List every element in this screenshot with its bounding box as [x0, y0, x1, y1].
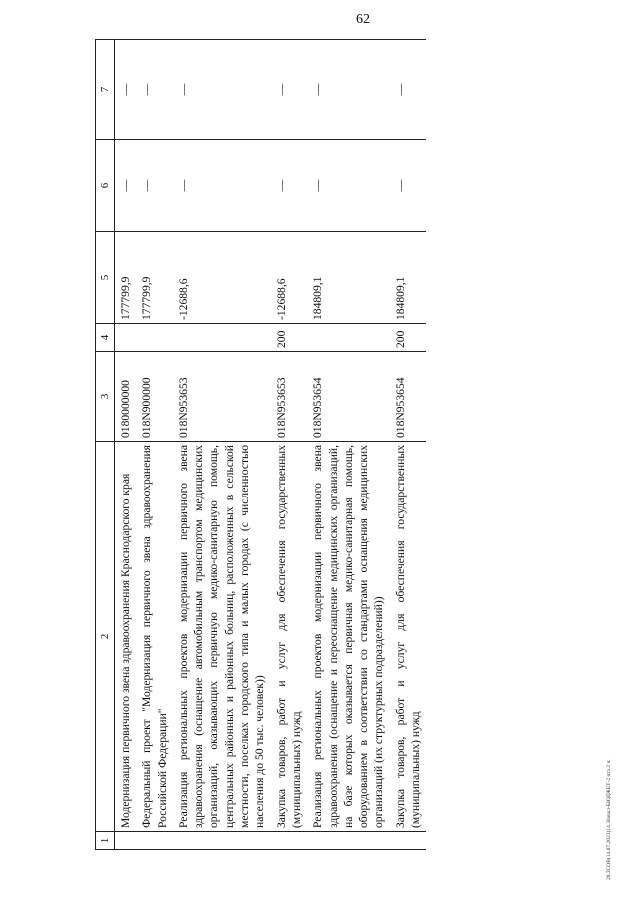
target-code-cell: 0180000000	[115, 352, 137, 442]
col7-cell: —	[271, 40, 308, 140]
amount-cell: 177799,9	[136, 232, 173, 324]
expense-type-cell: 200	[271, 324, 308, 352]
col7-cell: —	[115, 40, 137, 140]
header-col-1: 1	[96, 832, 115, 850]
row-name-cell: Реализация региональных проектов модернизации первичного звена здравоохранения (оснащение и переоснащение медицинских организаций, на базе которых оказывается первичная медико-санитарная помощь, оборудованием в соответствии со стандартами оснащения медицинских организаций (их структурных подразделений))	[307, 442, 389, 832]
col7-cell: —	[307, 40, 389, 140]
header-col-5: 5	[96, 232, 115, 324]
row-number-cell	[271, 832, 308, 850]
header-col-2: 2	[96, 442, 115, 832]
amount-cell: -12688,6	[173, 232, 271, 324]
col7-cell: —	[136, 40, 173, 140]
footer-document-code: 20.ЗСОВ(14.07.2023)14.38ачал-БЮДЖЕТ-2 чтз.2 ч.	[606, 759, 612, 880]
table-row	[271, 40, 308, 850]
col7-cell: —	[390, 40, 427, 140]
row-name-cell: Модернизация первичного звена здравоохранения Краснодарского края	[115, 442, 137, 832]
rotated-table-container	[95, 40, 615, 850]
col6-cell: —	[307, 140, 389, 232]
row-number-cell	[173, 832, 271, 850]
expense-type-cell	[115, 324, 137, 352]
target-code-cell: 018N953653	[271, 352, 308, 442]
expense-type-cell: 200	[390, 324, 427, 352]
header-col-7: 7	[96, 40, 115, 140]
row-name-cell: Закупка товаров, работ и услуг для обеспечения государственных (муниципальных) нужд	[271, 442, 308, 832]
table-row	[307, 40, 389, 850]
table-row	[390, 40, 427, 850]
col6-cell: —	[136, 140, 173, 232]
col6-cell: —	[115, 140, 137, 232]
expense-type-cell	[136, 324, 173, 352]
col6-cell: —	[390, 140, 427, 232]
header-row	[96, 40, 115, 850]
target-code-cell: 018N900000	[136, 352, 173, 442]
table-row	[173, 40, 271, 850]
header-col-4: 4	[96, 324, 115, 352]
row-name-cell: Закупка товаров, работ и услуг для обеспечения государственных (муниципальных) нужд	[390, 442, 427, 832]
row-number-cell	[307, 832, 389, 850]
table-row	[136, 40, 173, 850]
row-name-cell: Федеральный проект "Модернизация первичного звена здравоохранения Российской Федерации"	[136, 442, 173, 832]
target-code-cell: 018N953654	[390, 352, 427, 442]
col6-cell: —	[271, 140, 308, 232]
amount-cell: -12688,6	[271, 232, 308, 324]
col6-cell: —	[173, 140, 271, 232]
header-col-3: 3	[96, 352, 115, 442]
amount-cell: 184809,1	[390, 232, 427, 324]
target-code-cell: 018N953654	[307, 352, 389, 442]
table-row	[115, 40, 137, 850]
amount-cell: 184809,1	[307, 232, 389, 324]
expense-type-cell	[307, 324, 389, 352]
budget-table	[95, 39, 426, 850]
row-number-cell	[390, 832, 427, 850]
header-col-6: 6	[96, 140, 115, 232]
expense-type-cell	[173, 324, 271, 352]
row-number-cell	[115, 832, 137, 850]
row-name-cell: Реализация региональных проектов модернизации первичного звена здравоохранения (оснащение автомобильным транспортом медицинских организаций, оказывающих первичную медико-санитарную помощь, центральных районных и районных больниц, расположенных в сельской местности, поселках городского типа и малых городах (с численностью населения до 50 тыс. человек))	[173, 442, 271, 832]
amount-cell: 177799,9	[115, 232, 137, 324]
page-number: 62	[356, 12, 370, 27]
target-code-cell: 018N953653	[173, 352, 271, 442]
row-number-cell	[136, 832, 173, 850]
col7-cell: —	[173, 40, 271, 140]
